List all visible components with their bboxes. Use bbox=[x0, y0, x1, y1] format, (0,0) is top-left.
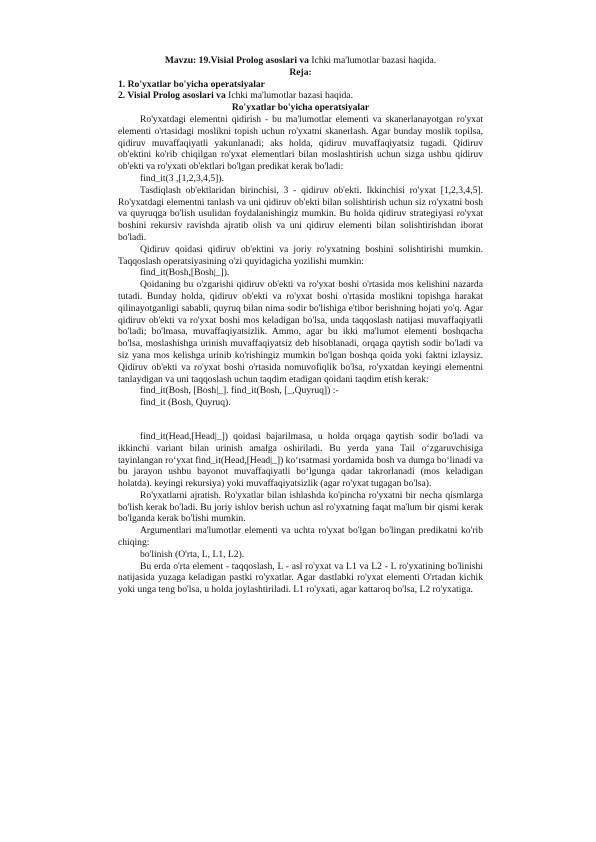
title-rest: Ichki ma'lumotlar bazasi haqida. bbox=[308, 55, 437, 66]
paragraph-3: Qidiruv qoidasi qidiruv ob'ektini va joriy ro'yxatning boshini solishtirishi mumkin. Taqqoslash operatsiyasining o'zi quyidagicha yozilishi mumkin: bbox=[118, 243, 483, 267]
code-line-2: find_it(Bosh,[Bosh|_]). bbox=[140, 267, 230, 279]
paragraph-8: Bu erda o'rta element - taqqoslash, L - asl ro'yxat va L1 va L2 - L ro'yxatining bo'linishi natijasida yuzaga keladigan pastki ro'yxatlar. Agar dastlabki ro'yxat elementi O'rtadan kichik yoki unga teng bo'lsa, u holda joylashtiriladi. L1 ro'yxati, agar kattaroq bo'lsa, L2 ro'yxatiga. bbox=[118, 560, 483, 596]
code-line-4: find_it (Bosh, Quyruq). bbox=[140, 397, 231, 409]
plan-item-2 bbox=[118, 90, 483, 102]
code-line-5: bo'linish (O'rta, L, L1, L2). bbox=[140, 548, 245, 560]
title-bold: Mavzu: 19.Visial Prolog asoslari va bbox=[164, 55, 309, 66]
document-page bbox=[118, 55, 483, 596]
plan-item-2-rest: Ichki ma'lumotlar bazasi haqida. bbox=[225, 90, 353, 102]
paragraph-7: Argumentlari ma'lumotlar elementi va uchta ro'yxat bo'lgan bo'lingan predikatni ko'rib chiqing: bbox=[118, 525, 483, 549]
paragraph-2: Tasdiqlash ob'ektlaridan birinchisi, 3 - qidiruv ob'ekti. Ikkinchisi ro'yxat [1,2,3,4,5]. Ro'yxatdagi elementni tanlash va uni qidiruv ob'ekti bilan solishtirish uchun siz ro'yxatni bosh va quyruqga bo'lish usulidan foydalanishingiz mumkin. Bu holda qidiruv strategiyasi ro'yxat boshini rekursiv ravishda ajratib olish va uni qidiruv elementi bilan solishtirishdan iborat bo'ladi. bbox=[118, 184, 483, 243]
paragraph-4: Qoidaning bu o'zgarishi qidiruv ob'ekti va ro'yxat boshi o'rtasida mos kelishini nazarda tutadi. Bunday holda, qidiruv ob'ekti va ro'yxat boshi o'rtasida moslikni topishga harakat qilinayotganligi sababli, quyruq bilan nima sodir bo'lishiga e'tibor berishning hojati yo'q. Agar qidiruv ob'ekti va ro'yxat boshi mos keladigan bo'lsa, unda taqqoslash natijasi muvaffaqiyatli bo'ladi; bo'lmasa, muvaffaqiyatsizlik. Ammo, agar bu ikki ma'lumot elementi boshqacha bo'lsa, moslashishga urinish muvaffaqiyatsiz deb hisoblanadi, orqaga qaytish sodir bo'ladi va siz yana mos kelishga urinib ko'rishingiz mumkin bo'lgan boshqa qoida yoki faktni izlaysiz. Qidiruv ob'ekti va ro'yxat boshi o'rtasida nomuvofiqlik bo'lsa, ro'yxatdan keyingi elementni tanlaydigan va uni taqqoslash uchun taqdim etadigan qoidani taqdim etish kerak: bbox=[118, 279, 483, 385]
blank-space bbox=[118, 409, 483, 431]
plan-item-2-bold: 2. Visial Prolog asoslari va bbox=[118, 90, 226, 102]
code-line-1: find_it(3 ,[1,2,3,4,5]). bbox=[140, 172, 224, 184]
paragraph-5: find_it(Head,[Head|_]) qoidasi bajarilmasa, u holda orqaga qaytish sodir bo'ladi va ikkinchi variant bilan urinish amalga oshiriladi. Bu yerda yana Tail oʻzgaruvchisiga tayinlangan roʻyxat find_it(Head,[Head|_]) koʻrsatmasi yordamida bosh va dumga boʻlinadi va bu jarayon ushbu bayonot muvaffaqiyatli boʻlgunga qadar takrorlanadi (mos keladigan holatda). keyingi rekursiya) yoki muvaffaqiyatsizlik (agar ro'yxat tugagan bo'lsa). bbox=[118, 430, 483, 490]
plan-item-1: 1. Ro'yxatlar bo'yicha operatsiyalar bbox=[118, 78, 265, 90]
paragraph-6: Ro'yxatlarni ajratish. Ro'yxatlar bilan ishlashda ko'pincha ro'yxatni bir necha qismlarga bo'lish kerak bo'ladi. Bu joriy ishlov berish uchun asl ro'yxatning faqat ma'lum bir qismi kerak bo'lganda kerak bo'lishi mumkin. bbox=[118, 489, 483, 525]
document-title bbox=[118, 55, 483, 67]
code-line-3: find_it(Bosh, [Bosh|_]. find_it(Bosh, [_,Quyruq]) :- bbox=[140, 385, 339, 397]
plan-heading: Reja: bbox=[289, 66, 312, 78]
section-heading: Ro'yxatlar bo'yicha operatsiyalar bbox=[231, 102, 370, 114]
paragraph-1: Ro'yxatdagi elementni qidirish - bu ma'lumotlar elementi va skanerlanayotgan ro'yxat elementi o'rtasidagi moslikni topish uchun ro'yxatni skanerlash. Agar bunday moslik topilsa, qidiruv muvaffaqiyatli yakunlanadi; aks holda, qidiruv muvaffaqiyatsiz tugadi. Qidiruv ob'ektini ko'rib chiqilgan ro'yxat elementlari bilan moslashtirish uchun sizga ushbu qidiruv ob'ekti va ro'yxati ob'ektlari bo'lgan predikat kerak bo'ladi: bbox=[118, 113, 483, 173]
